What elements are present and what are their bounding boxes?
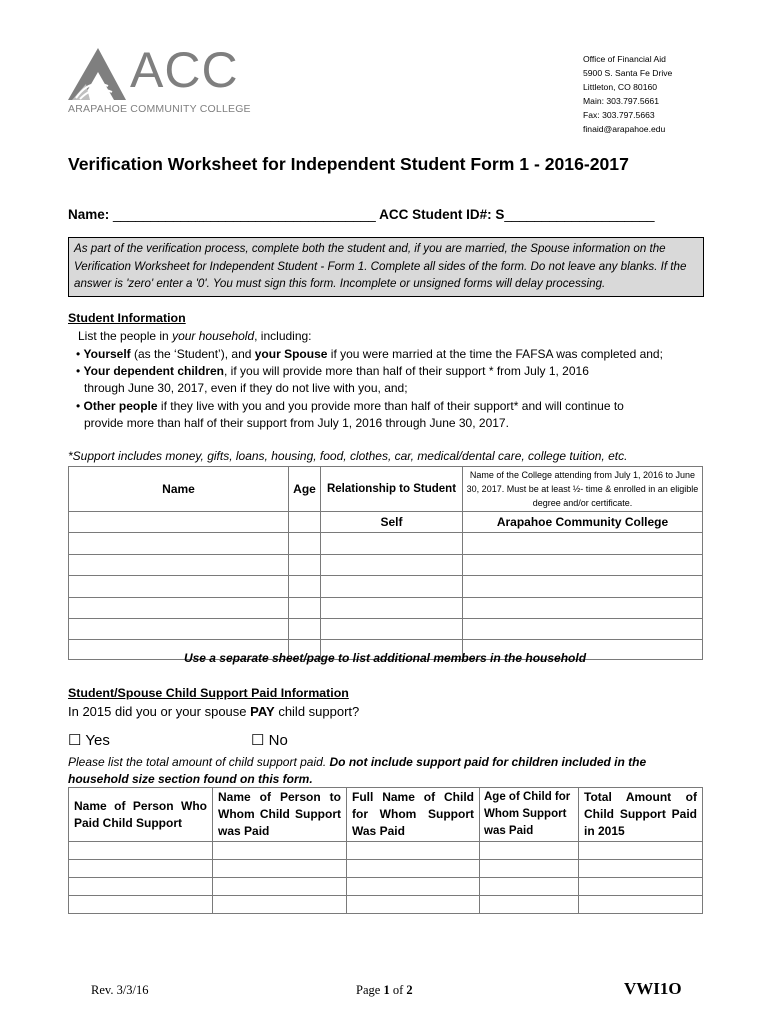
relationship-cell[interactable]	[321, 555, 463, 576]
instr-text: Please list the total amount of child support paid.	[68, 755, 330, 769]
child-age-cell[interactable]	[480, 842, 579, 860]
payer-cell[interactable]	[69, 878, 213, 896]
amount-cell[interactable]	[579, 878, 703, 896]
name-id-line	[68, 207, 655, 222]
payer-cell[interactable]	[69, 860, 213, 878]
child-support-heading: Student/Spouse Child Support Paid Information	[68, 686, 349, 700]
question-strong: PAY	[250, 704, 275, 719]
col-header-age: Age	[289, 467, 321, 512]
table-row	[69, 842, 703, 860]
age-cell[interactable]	[289, 576, 321, 598]
table-header-row	[69, 788, 703, 842]
table-row	[69, 555, 703, 576]
relationship-cell[interactable]	[321, 576, 463, 598]
child-support-instructions	[68, 754, 646, 788]
age-cell[interactable]	[289, 533, 321, 555]
child-name-cell[interactable]	[347, 842, 480, 860]
college-cell: Arapahoe Community College	[463, 512, 703, 533]
student-id-field[interactable]: ____________________	[504, 207, 655, 222]
name-cell[interactable]	[69, 619, 289, 640]
address-line: Fax: 303.797.5663	[583, 110, 655, 120]
col-header-relationship: Relationship to Student	[321, 467, 463, 512]
page-number	[356, 983, 413, 998]
name-cell[interactable]	[69, 598, 289, 619]
logo-mountain-icon	[68, 48, 126, 100]
logo-subtitle: ARAPAHOE COMMUNITY COLLEGE	[68, 103, 251, 115]
instructions-notice: As part of the verification process, complete both the student and, if you are married, the Spouse information on the Verification Worksheet for Independent Student - Form 1. Complete all sides of the form. Do not leave any blanks. If the answer is 'zero' enter a '0'. You must sign this form. Incomplete or unsigned forms will delay processing.	[68, 237, 704, 297]
relationship-cell[interactable]	[321, 598, 463, 619]
household-table	[68, 466, 703, 660]
college-cell[interactable]	[463, 576, 703, 598]
table-row	[69, 533, 703, 555]
student-information-heading: Student Information	[68, 311, 186, 325]
name-field[interactable]: ___________________________________	[113, 207, 376, 222]
table-row	[69, 896, 703, 914]
bullet-text: if you were married at the time the FAFSA was completed and;	[327, 347, 663, 361]
table-header-row	[69, 467, 703, 512]
page-label: Page	[356, 983, 384, 997]
yes-checkbox-icon[interactable]: ☐	[68, 732, 82, 749]
child-name-cell[interactable]	[347, 860, 480, 878]
table-row	[69, 860, 703, 878]
bullet-text: if they live with you and you provide more than half of their support* and will continue to	[157, 399, 624, 413]
child-support-question	[68, 704, 359, 719]
child-age-cell[interactable]	[480, 860, 579, 878]
child-name-cell[interactable]	[347, 896, 480, 914]
col-header-child-name: Full Name of Child for Whom Support Was Paid	[347, 788, 480, 842]
recipient-cell[interactable]	[213, 860, 347, 878]
instr-strong: household size section found on this form.	[68, 772, 313, 786]
relationship-cell[interactable]	[321, 533, 463, 555]
additional-members-note: Use a separate sheet/page to list additional members in the household	[183, 651, 587, 665]
email-link[interactable]: finaid@arapahoe.edu	[583, 124, 666, 134]
bullet-icon: •	[76, 364, 84, 378]
address-line: Main: 303.797.5661	[583, 96, 659, 106]
bullet-dependents	[76, 362, 589, 380]
recipient-cell[interactable]	[213, 896, 347, 914]
page-total: 2	[406, 983, 413, 997]
recipient-cell[interactable]	[213, 878, 347, 896]
col-header-child-age: Age of Child for Whom Support was Paid	[480, 788, 579, 842]
col-header-recipient: Name of Person to Whom Child Support was Paid	[213, 788, 347, 842]
age-cell[interactable]	[289, 619, 321, 640]
page-of: of	[389, 983, 407, 997]
no-option[interactable]	[251, 731, 288, 749]
question-text: In 2015 did you or your spouse	[68, 704, 251, 719]
bullet-strong: your Spouse	[254, 347, 328, 361]
address-line: 5900 S. Santa Fe Drive	[583, 68, 673, 78]
table-row	[69, 619, 703, 640]
bullet-yourself	[76, 345, 663, 363]
table-row	[69, 878, 703, 896]
age-cell[interactable]	[289, 598, 321, 619]
yes-option[interactable]	[68, 731, 110, 749]
bullet-strong: Your dependent children	[83, 364, 225, 378]
intro-text-end: , including:	[254, 329, 312, 343]
col-header-payer: Name of Person Who Paid Child Support	[69, 788, 213, 842]
office-address	[583, 52, 672, 136]
bullet-text: (as the ‘Student’), and	[130, 347, 255, 361]
col-header-name: Name	[69, 467, 289, 512]
bullet-icon: •	[76, 347, 84, 361]
support-footnote: *Support includes money, gifts, loans, housing, food, clothes, car, medical/dental care, college tuition, etc.	[68, 449, 628, 463]
intro-text: List the people in	[78, 329, 173, 343]
col-header-total-amount: Total Amount of Child Support Paid in 2015	[579, 788, 703, 842]
household-intro	[78, 327, 312, 345]
age-cell[interactable]	[289, 555, 321, 576]
college-cell[interactable]	[463, 619, 703, 640]
child-age-cell[interactable]	[480, 878, 579, 896]
address-line: Littleton, CO 80160	[583, 82, 658, 92]
child-age-cell[interactable]	[480, 896, 579, 914]
relationship-cell: Self	[321, 512, 463, 533]
student-id-label: ACC Student ID#: S	[379, 207, 505, 222]
name-cell[interactable]	[69, 576, 289, 598]
child-name-cell[interactable]	[347, 878, 480, 896]
question-text-end: child support?	[274, 704, 360, 719]
form-code: VWI1O	[624, 979, 682, 998]
relationship-cell[interactable]	[321, 619, 463, 640]
bullet-strong: Yourself	[83, 347, 131, 361]
name-cell[interactable]	[69, 533, 289, 555]
recipient-cell[interactable]	[213, 842, 347, 860]
form-title: Verification Worksheet for Independent Student Form 1 - 2016-2017	[68, 154, 629, 174]
child-support-table	[68, 787, 703, 914]
table-row	[69, 598, 703, 619]
instr-strong: Do not include support paid for children included in the	[329, 755, 647, 769]
college-cell[interactable]	[463, 533, 703, 555]
bullet-strong: Other people	[83, 399, 158, 413]
page-current: 1	[383, 983, 390, 997]
no-checkbox-icon[interactable]: ☐	[251, 732, 265, 749]
bullet-dependents-cont: through June 30, 2017, even if they do not live with you, and;	[84, 381, 408, 395]
bullet-text: , if you will provide more than half of their support * from July 1, 2016	[224, 364, 589, 378]
amount-cell[interactable]	[579, 860, 703, 878]
bullet-other-people-cont: provide more than half of their support from July 1, 2016 through June 30, 2017.	[84, 416, 509, 430]
payer-cell[interactable]	[69, 896, 213, 914]
college-cell[interactable]	[463, 555, 703, 576]
intro-emphasis: your household	[172, 329, 255, 343]
name-label: Name:	[68, 207, 110, 222]
amount-cell[interactable]	[579, 896, 703, 914]
no-label: No	[268, 732, 288, 749]
col-header-college: Name of the College attending from July 1, 2016 to June 30, 2017. Must be at least ½- time & enrolled in an eligible degree and/or certificate.	[463, 467, 703, 512]
age-cell[interactable]	[289, 512, 321, 533]
bullet-icon: •	[76, 399, 84, 413]
revision-date: Rev. 3/3/16	[91, 983, 149, 997]
bullet-other-people	[76, 397, 624, 415]
yes-label: Yes	[85, 732, 110, 749]
logo-mark: ACC	[130, 42, 239, 98]
address-line: Office of Financial Aid	[583, 54, 666, 64]
college-logo	[68, 42, 251, 118]
college-cell[interactable]	[463, 598, 703, 619]
name-cell[interactable]	[69, 512, 289, 533]
table-row	[69, 512, 703, 533]
amount-cell[interactable]	[579, 842, 703, 860]
name-cell[interactable]	[69, 555, 289, 576]
payer-cell[interactable]	[69, 842, 213, 860]
table-row	[69, 576, 703, 598]
